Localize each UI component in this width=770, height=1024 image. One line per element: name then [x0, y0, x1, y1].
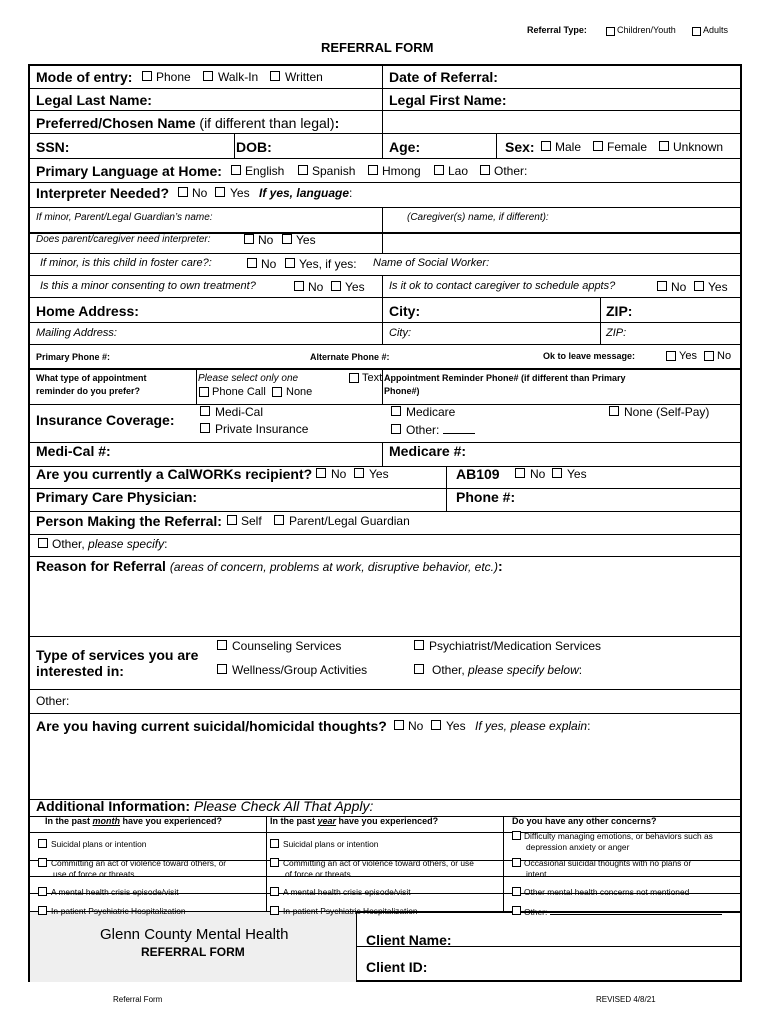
referral-guardian-label: Parent/Legal Guardian	[289, 514, 410, 528]
sex-male-label: Male	[555, 140, 582, 154]
service-counseling-checkbox[interactable]	[217, 640, 227, 650]
select-only-one-label: Please select only one	[198, 373, 299, 384]
contact-caregiver-no-label: No	[671, 280, 687, 294]
month-hospitalization-label: In-patient Psychiatric Hospitalization	[51, 906, 186, 916]
minor-consenting-no-checkbox[interactable]	[294, 281, 304, 291]
contact-caregiver-yes-label: Yes	[708, 280, 728, 294]
interpreter-no-label: No	[192, 186, 208, 200]
mode-written-label: Written	[285, 70, 323, 84]
referral-self-checkbox[interactable]	[227, 515, 237, 525]
year-crisis-label: A mental health crisis episode/visit	[283, 887, 411, 897]
year-violence-label: Committing an act of violence toward others, or use	[283, 858, 474, 868]
insurance-other-checkbox[interactable]	[391, 424, 401, 434]
concern-emotions-label-cont: depression anxiety or anger	[526, 842, 630, 852]
mailing-address-label[interactable]: Mailing Address:	[36, 327, 117, 339]
legal-last-name-label[interactable]: Legal Last Name:	[36, 92, 152, 108]
reminder-question-line2: reminder do you prefer?	[36, 386, 141, 396]
dob-label[interactable]: DOB:	[236, 139, 272, 155]
concern-other-mh-label: Other mental health concerns not mentioned	[524, 887, 690, 897]
preferred-name-label[interactable]: Preferred/Chosen Name (if different than legal):	[36, 115, 340, 131]
footer-form-name: REFERRAL FORM	[141, 945, 245, 959]
referral-type-label: Referral Type:	[527, 25, 587, 35]
year-hospitalization-label: In-patient Psychiatric Hospitalization	[283, 906, 418, 916]
insurance-private-checkbox[interactable]	[200, 423, 210, 433]
lang-lao-label: Lao	[448, 164, 469, 178]
referral-other-checkbox[interactable]	[38, 538, 48, 548]
concern-occasional-label-cont: intent	[526, 869, 547, 879]
month-violence-label-cont: use of force or threats	[53, 869, 135, 879]
insurance-none-label: None (Self-Pay)	[624, 405, 710, 419]
age-label[interactable]: Age:	[389, 139, 421, 155]
leave-message-no-checkbox[interactable]	[704, 351, 714, 361]
minor-consenting-label: Is this a minor consenting to own treatment?	[40, 280, 256, 292]
contact-caregiver-label: Is it ok to contact caregiver to schedule appts?	[389, 280, 616, 292]
interpreter-no-checkbox[interactable]	[178, 187, 188, 197]
referral-guardian-checkbox[interactable]	[274, 515, 284, 525]
year-violence-label-cont: of force or threats	[285, 869, 351, 879]
client-id-label[interactable]: Client ID:	[366, 959, 428, 975]
mailing-zip-label[interactable]: ZIP:	[606, 327, 627, 339]
month-suicidal-plans-label: Suicidal plans or intention	[51, 839, 147, 849]
concern-other-checkbox[interactable]	[512, 906, 521, 915]
caregiver-name-label[interactable]: (Caregiver(s) name, if different):	[407, 212, 549, 223]
leave-message-yes-label: Yes	[679, 350, 697, 362]
past-month-header: In the past month have you experienced?	[45, 816, 223, 826]
ssn-label[interactable]: SSN:	[36, 139, 70, 155]
date-of-referral-label[interactable]: Date of Referral:	[389, 69, 498, 85]
sex-female-label: Female	[607, 140, 648, 154]
guardian-interpreter-label: Does parent/caregiver need interpreter:	[36, 234, 211, 245]
insurance-medicare-label: Medicare	[406, 405, 456, 419]
minor-consenting-no-label: No	[308, 280, 324, 294]
foster-yes-label: Yes, if yes:	[299, 257, 357, 271]
lang-spanish-label: Spanish	[312, 164, 356, 178]
insurance-other-blank[interactable]	[443, 424, 475, 434]
calworks-no-checkbox[interactable]	[316, 468, 326, 478]
insurance-private-label: Private Insurance	[215, 422, 309, 436]
person-making-referral-label: Person Making the Referral:	[36, 513, 222, 529]
month-crisis-checkbox[interactable]	[38, 887, 47, 896]
ab109-no-checkbox[interactable]	[515, 468, 525, 478]
interpreter-language-label[interactable]: If yes, language:	[259, 186, 353, 200]
guardian-name-label[interactable]: If minor, Parent/Legal Guardian’s name:	[36, 212, 213, 223]
insurance-other-label[interactable]: Other:	[406, 424, 475, 436]
sex-unknown-checkbox[interactable]	[659, 141, 669, 151]
lang-lao-checkbox[interactable]	[434, 165, 444, 175]
sex-male-checkbox[interactable]	[541, 141, 551, 151]
foster-no-label: No	[261, 257, 277, 271]
reminder-text-checkbox[interactable]	[349, 373, 359, 383]
concern-occasional-checkbox[interactable]	[512, 858, 521, 867]
year-suicidal-plans-checkbox[interactable]	[270, 839, 279, 848]
reminder-question-line1: What type of appointment	[36, 373, 147, 383]
contact-caregiver-yes-checkbox[interactable]	[694, 281, 704, 291]
sex-unknown-label: Unknown	[673, 140, 724, 154]
calworks-label: Are you currently a CalWORKs recipient?	[36, 466, 313, 482]
interpreter-yes-checkbox[interactable]	[215, 187, 225, 197]
sex-female-checkbox[interactable]	[593, 141, 603, 151]
ab109-no-label: No	[530, 467, 546, 481]
services-label-line2: interested in:	[36, 663, 124, 679]
contact-caregiver-no-checkbox[interactable]	[657, 281, 667, 291]
concern-other-mh-checkbox[interactable]	[512, 887, 521, 896]
service-wellness-checkbox[interactable]	[217, 664, 227, 674]
reminder-phone-line2: Phone#)	[384, 386, 420, 396]
lang-english-checkbox[interactable]	[231, 165, 241, 175]
reason-for-referral-label[interactable]: Reason for Referral (areas of concern, problems at work, disruptive behavior, etc.):	[36, 558, 503, 574]
past-year-header: In the past year have you experienced?	[270, 816, 439, 826]
adults-label: Adults	[703, 25, 729, 35]
physician-phone-label[interactable]: Phone #:	[456, 489, 516, 505]
guardian-interpreter-no-label: No	[258, 233, 274, 247]
mailing-city-label[interactable]: City:	[389, 327, 411, 339]
minor-consenting-yes-label: Yes	[345, 280, 365, 294]
minor-consenting-yes-checkbox[interactable]	[331, 281, 341, 291]
guardian-interpreter-yes-label: Yes	[296, 233, 316, 247]
concern-other-blank[interactable]	[550, 907, 722, 915]
reminder-phone-call-checkbox[interactable]	[199, 387, 209, 397]
concern-emotions-checkbox[interactable]	[512, 831, 521, 840]
suicidal-yes-label: Yes	[446, 719, 466, 733]
ab109-label: AB109	[456, 466, 500, 482]
leave-message-yes-checkbox[interactable]	[666, 351, 676, 361]
home-city-label[interactable]: City:	[389, 303, 421, 319]
foster-no-checkbox[interactable]	[247, 258, 257, 268]
concern-other-label[interactable]: Other:	[524, 907, 722, 916]
concern-emotions-label: Difficulty managing emotions, or behaviors such as	[524, 831, 713, 841]
children-youth-checkbox[interactable]	[606, 27, 615, 36]
mode-walk-in-label: Walk-In	[218, 70, 259, 84]
services-other-field-label[interactable]: Other:	[36, 694, 70, 708]
primary-phone-label[interactable]: Primary Phone #:	[36, 352, 111, 362]
other-concerns-header: Do you have any other concerns?	[512, 816, 657, 826]
legal-first-name-label[interactable]: Legal First Name:	[389, 92, 507, 108]
interpreter-needed-label: Interpreter Needed?	[36, 185, 170, 201]
foster-yes-checkbox[interactable]	[285, 258, 295, 268]
year-suicidal-plans-label: Suicidal plans or intention	[283, 839, 379, 849]
month-hospitalization-checkbox[interactable]	[38, 906, 47, 915]
ok-leave-message-label: Ok to leave message:	[543, 351, 636, 361]
lang-other-label: Other:	[494, 164, 528, 178]
service-counseling-label: Counseling Services	[232, 639, 342, 653]
concern-occasional-label: Occasional suicidal thoughts with no plans or	[524, 858, 692, 868]
home-zip-label[interactable]: ZIP:	[606, 303, 633, 319]
page-footer-left: Referral Form	[113, 995, 163, 1004]
additional-information-label: Additional Information: Please Check All That Apply:	[36, 798, 374, 814]
social-worker-label[interactable]: Name of Social Worker:	[373, 257, 490, 269]
leave-message-no-label: No	[717, 350, 732, 362]
lang-other-checkbox[interactable]	[480, 165, 490, 175]
service-psychiatrist-label: Psychiatrist/Medication Services	[429, 639, 602, 653]
lang-english-label: English	[245, 164, 285, 178]
children-youth-label: Children/Youth	[617, 25, 676, 35]
suicidal-no-label: No	[408, 719, 424, 733]
reminder-phone-line1[interactable]: Appointment Reminder Phone# (if different than Primary	[384, 373, 626, 383]
service-other-checkbox[interactable]	[414, 664, 424, 674]
guardian-interpreter-no-checkbox[interactable]	[244, 234, 254, 244]
reminder-phone-call-label: Phone Call	[212, 386, 266, 398]
year-crisis-checkbox[interactable]	[270, 887, 279, 896]
referral-self-label: Self	[241, 514, 262, 528]
calworks-yes-label: Yes	[369, 467, 389, 481]
month-crisis-label: A mental health crisis episode/visit	[51, 887, 179, 897]
month-violence-label: Committing an act of violence toward others, or	[51, 858, 227, 868]
mode-of-entry-label: Mode of entry:	[36, 69, 133, 85]
org-name: Glenn County Mental Health	[100, 926, 289, 943]
insurance-medicare-checkbox[interactable]	[391, 406, 401, 416]
service-wellness-label: Wellness/Group Activities	[232, 663, 368, 677]
calworks-yes-checkbox[interactable]	[354, 468, 364, 478]
insurance-medi-cal-label: Medi-Cal	[215, 405, 264, 419]
lang-hmong-label: Hmong	[382, 164, 421, 178]
ab109-yes-checkbox[interactable]	[552, 468, 562, 478]
service-psychiatrist-checkbox[interactable]	[414, 640, 424, 650]
year-violence-checkbox[interactable]	[270, 858, 279, 867]
reminder-none-checkbox[interactable]	[272, 387, 282, 397]
suicidal-thoughts-label: Are you having current suicidal/homicidal thoughts?	[36, 718, 387, 734]
suicidal-yes-checkbox[interactable]	[431, 720, 441, 730]
alternate-phone-label[interactable]: Alternate Phone #:	[310, 352, 390, 362]
form-title: REFERRAL FORM	[321, 40, 434, 55]
service-other-label: Other, please specify below:	[432, 663, 583, 677]
sex-label: Sex:	[505, 139, 535, 155]
guardian-interpreter-yes-checkbox[interactable]	[282, 234, 292, 244]
mode-phone-checkbox[interactable]	[142, 71, 152, 81]
reminder-text-label: Text	[362, 372, 383, 384]
page-footer-right: REVISED 4/8/21	[596, 995, 656, 1004]
referral-other-label[interactable]: Other, please specify:	[52, 537, 168, 551]
insurance-coverage-label: Insurance Coverage:	[36, 412, 175, 428]
primary-language-label: Primary Language at Home:	[36, 163, 222, 179]
month-suicidal-plans-checkbox[interactable]	[38, 839, 47, 848]
insurance-medi-cal-checkbox[interactable]	[200, 406, 210, 416]
month-violence-checkbox[interactable]	[38, 858, 47, 867]
lang-hmong-checkbox[interactable]	[368, 165, 378, 175]
primary-care-physician-label[interactable]: Primary Care Physician:	[36, 489, 198, 505]
home-address-label[interactable]: Home Address:	[36, 303, 139, 319]
foster-care-label: If minor, is this child in foster care?:	[40, 257, 212, 269]
client-name-label[interactable]: Client Name:	[366, 932, 452, 948]
suicidal-no-checkbox[interactable]	[394, 720, 404, 730]
adults-checkbox[interactable]	[692, 27, 701, 36]
calworks-no-label: No	[331, 467, 347, 481]
mode-walk-in-checkbox[interactable]	[203, 71, 213, 81]
suicidal-explain-label[interactable]: If yes, please explain:	[475, 719, 591, 733]
ab109-yes-label: Yes	[567, 467, 587, 481]
interpreter-yes-label: Yes	[230, 186, 250, 200]
insurance-none-checkbox[interactable]	[609, 406, 619, 416]
medi-cal-number-label[interactable]: Medi-Cal #:	[36, 443, 111, 459]
lang-spanish-checkbox[interactable]	[298, 165, 308, 175]
year-hospitalization-checkbox[interactable]	[270, 906, 279, 915]
mode-phone-label: Phone	[156, 70, 191, 84]
services-label-line1: Type of services you are	[36, 647, 199, 663]
mode-written-checkbox[interactable]	[270, 71, 280, 81]
reminder-none-label: None	[286, 386, 313, 398]
medicare-number-label[interactable]: Medicare #:	[389, 443, 467, 459]
